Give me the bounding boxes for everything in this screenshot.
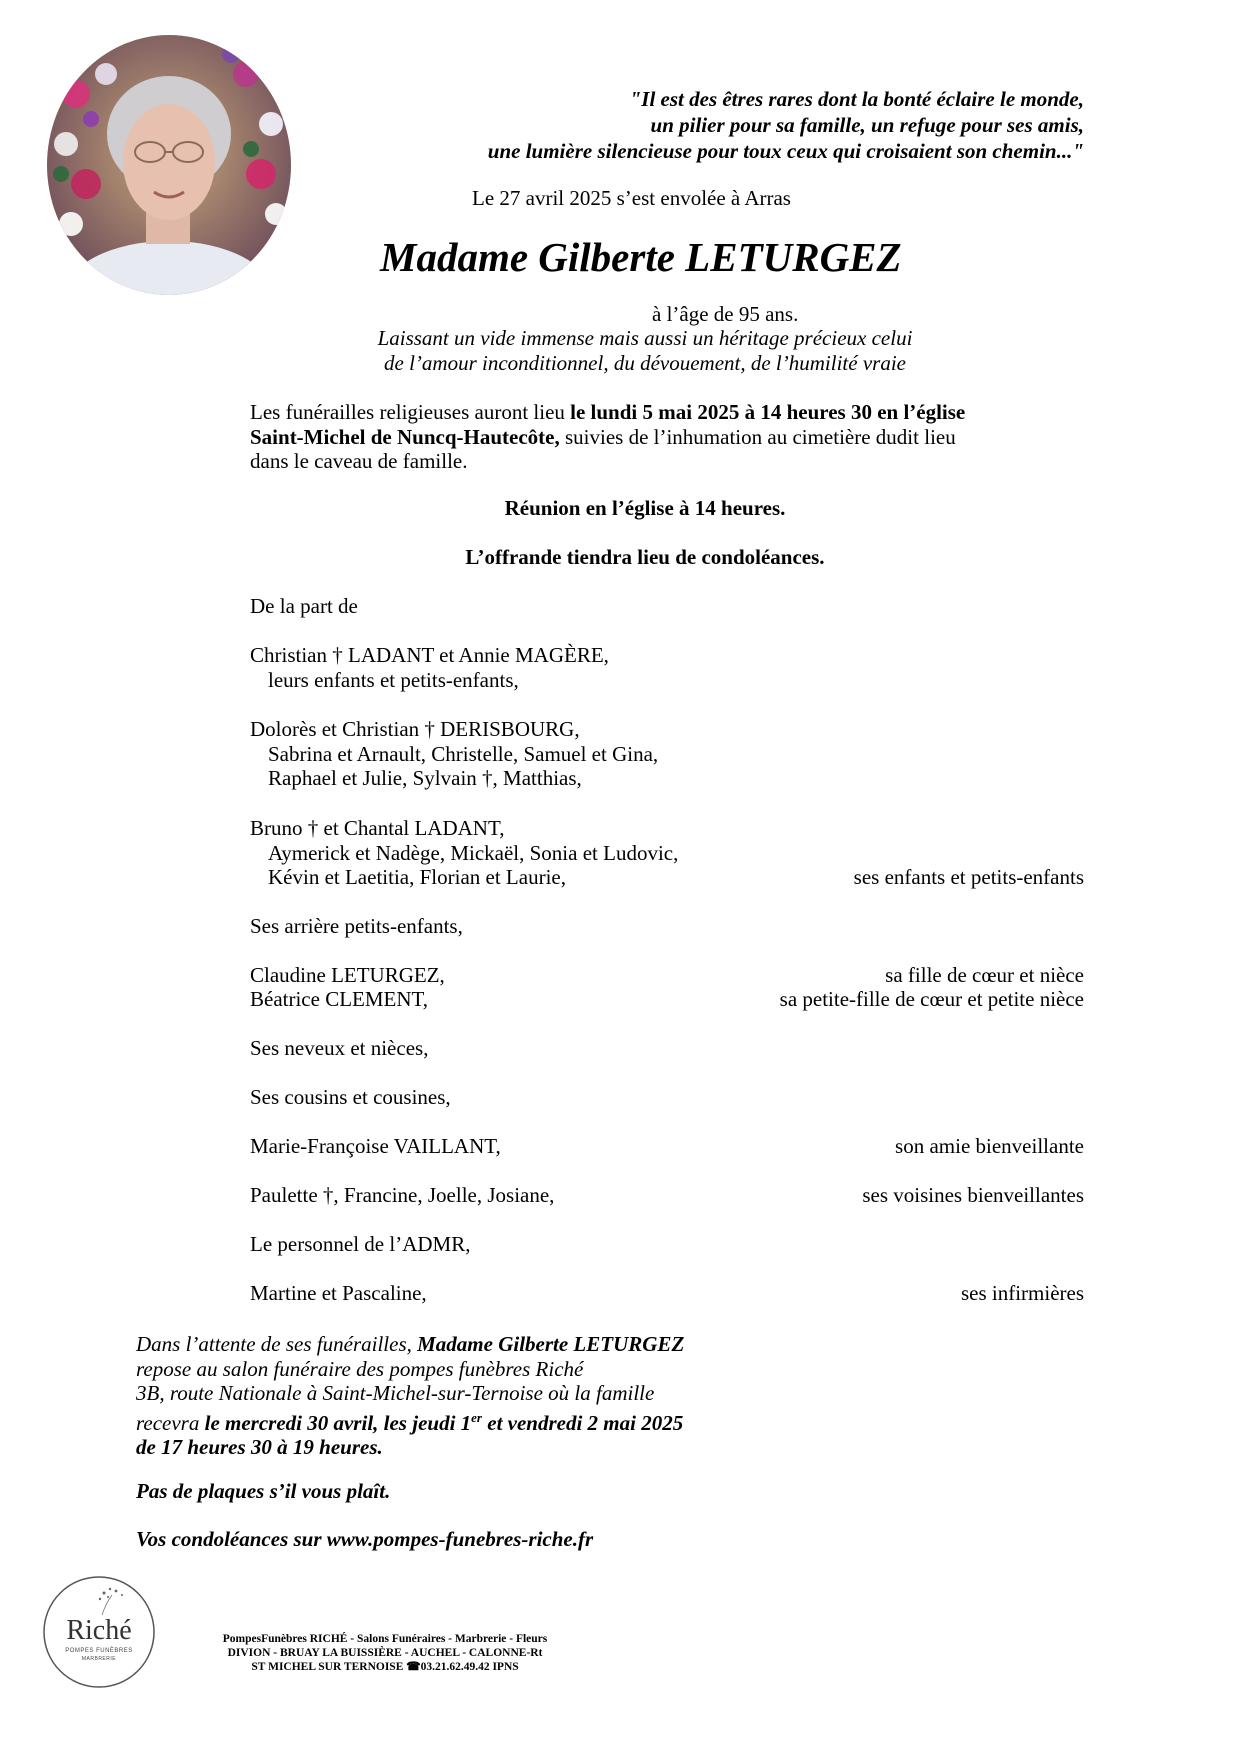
relation-marie: son amie bienveillante <box>895 1134 1084 1158</box>
no-plaques-notice: Pas de plaques s’il vous plaît. <box>136 1479 391 1503</box>
age-line: à l’âge de 95 ans. <box>652 302 799 326</box>
opening-quote <box>324 86 1084 164</box>
family-nurses: Martine et Pascaline, <box>250 1281 427 1305</box>
deceased-portrait-photo <box>46 34 292 296</box>
repose-intro: Dans l’attente de ses funérailles, <box>136 1332 418 1356</box>
family-great-grandchildren: Ses arrière petits-enfants, <box>250 914 463 938</box>
quote-line-3: une lumière silencieuse pour toux ceux qui croisaient son chemin..." <box>487 139 1084 163</box>
repose-dates: le mercredi 30 avril, les jeudi 1 <box>204 1410 472 1435</box>
family-line: Sabrina et Arnault, Christelle, Samuel et Gina, <box>268 741 659 766</box>
funeral-details <box>250 400 1090 474</box>
repose-line: repose au salon funéraire des pompes funèbres Riché <box>136 1356 584 1381</box>
family-nephews: Ses neveux et nièces, <box>250 1036 429 1060</box>
family-line: Christian † LADANT et Annie MAGÈRE, <box>250 643 609 667</box>
funeral-burial: suivies de l’inhumation au cimetière dudit lieu <box>559 424 956 449</box>
legacy-line-1: Laissant un vide immense mais aussi un héritage précieux celui <box>377 326 913 350</box>
relation-nurses: ses infirmières <box>960 1281 1084 1305</box>
repose-name: Madame Gilberte LETURGEZ <box>417 1332 685 1356</box>
footer-line-1: PompesFunèbres RICHÉ - Salons Funéraires - Marbrerie - Fleurs <box>222 1633 548 1645</box>
repose-line: recevra <box>136 1410 205 1435</box>
riche-logo <box>42 1575 156 1689</box>
funeral-vault: dans le caveau de famille. <box>250 449 468 473</box>
legacy-text <box>335 326 955 375</box>
quote-line-1: "Il est des êtres rares dont la bonté éclaire le monde, <box>629 87 1084 111</box>
relation-children: ses enfants et petits-enfants <box>853 865 1084 889</box>
footer-line-3: ST MICHEL SUR TERNOISE ☎03.21.62.49.42 IPNS <box>251 1661 519 1673</box>
family-marie: Marie-Françoise VAILLANT, <box>250 1134 501 1158</box>
family-claudine: Claudine LETURGEZ, <box>250 963 445 987</box>
logo-line-2: MARBRERIE <box>81 1656 117 1662</box>
relation-beatrice: sa petite-fille de cœur et petite nièce <box>779 987 1084 1011</box>
family-line: leurs enfants et petits-enfants, <box>268 667 519 692</box>
funeral-date: le lundi 5 mai 2025 à 14 heures 30 en l’église <box>570 400 966 424</box>
logo-line-1: POMPES FUNÈBRES <box>65 1648 133 1654</box>
repose-paragraph <box>136 1332 684 1460</box>
family-group-1 <box>250 643 609 692</box>
condolences-notice: Vos condoléances sur www.pompes-funebres-riche.fr <box>136 1527 594 1551</box>
footer-line-2: DIVION - BRUAY LA BUISSIÈRE - AUCHEL - CALONNE-Rt <box>227 1647 543 1659</box>
offering-notice: L’offrande tiendra lieu de condoléances. <box>465 545 825 569</box>
family-beatrice: Béatrice CLEMENT, <box>250 987 429 1011</box>
family-line: Bruno † et Chantal LADANT, <box>250 816 505 840</box>
logo-brand: Riché <box>66 1615 132 1646</box>
deceased-name: Madame Gilberte LETURGEZ <box>380 234 902 280</box>
family-line: Dolorès et Christian † DERISBOURG, <box>250 717 580 741</box>
family-line: Aymerick et Nadège, Mickaël, Sonia et Ludovic, <box>268 840 679 865</box>
funeral-church: Saint-Michel de Nuncq-Hautecôte, <box>250 424 560 449</box>
funeral-intro: Les funérailles religieuses auront lieu <box>250 400 571 424</box>
repose-superscript: er <box>471 1409 482 1425</box>
family-line: Raphael et Julie, Sylvain †, Matthias, <box>268 766 582 790</box>
family-neighbors: Paulette †, Francine, Joelle, Josiane, <box>250 1183 555 1207</box>
family-admr: Le personnel de l’ADMR, <box>250 1232 471 1256</box>
repose-dates-end: et vendredi 2 mai 2025 <box>482 1410 684 1435</box>
relation-neighbors: ses voisines bienveillantes <box>862 1183 1084 1207</box>
repose-hours: de 17 heures 30 à 19 heures. <box>136 1435 383 1459</box>
repose-line: 3B, route Nationale à Saint-Michel-sur-Ternoise où la famille <box>136 1381 655 1405</box>
family-line: Kévin et Laetitia, Florian et Laurie, <box>268 865 566 889</box>
funeral-home-footer <box>200 1632 570 1674</box>
family-group-3 <box>250 816 678 890</box>
gathering-notice: Réunion en l’église à 14 heures. <box>504 496 786 520</box>
quote-line-2: un pilier pour sa famille, un refuge pour ses amis, <box>650 113 1084 137</box>
family-cousins: Ses cousins et cousines, <box>250 1085 451 1109</box>
relation-claudine: sa fille de cœur et nièce <box>885 963 1084 987</box>
legacy-line-2: de l’amour inconditionnel, du dévouement, de l’humilité vraie <box>384 350 906 375</box>
death-notice: Le 27 avril 2025 s’est envolée à Arras <box>472 186 791 210</box>
from-label: De la part de <box>250 594 358 618</box>
family-group-2 <box>250 717 658 791</box>
